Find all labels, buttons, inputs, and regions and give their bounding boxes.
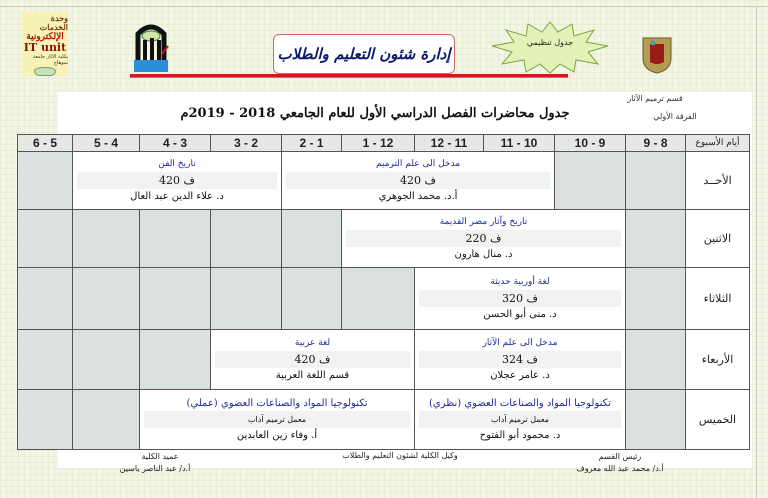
- it-logo-line1: وحدة الخدمات: [39, 13, 68, 32]
- right-border-line: [756, 6, 757, 498]
- department-label: قسم ترميم الآثار: [627, 94, 683, 103]
- empty-slot: [625, 151, 686, 210]
- vice-dean-title: وكيل الكلية لشئون التعليم والطلاب: [342, 451, 458, 460]
- course-room: ف 420: [286, 172, 550, 189]
- empty-slot: [17, 151, 73, 210]
- course-teacher: د. منال هارون: [454, 248, 513, 260]
- dean-name: أ.د/ عبد الناصر ياسين: [119, 464, 191, 473]
- page-title-box: [273, 34, 455, 74]
- day-thursday: الخميس: [685, 389, 750, 450]
- person-photo-icon: [34, 67, 56, 76]
- empty-slot: [554, 151, 626, 210]
- top-border-line: [0, 6, 768, 7]
- course-room: ف 420: [77, 172, 277, 189]
- header-period-10-9: 10 - 9: [554, 134, 626, 152]
- schedule-table: [18, 135, 750, 450]
- schedule-title: جدول محاضرات الفصل الدراسي الأول للعام الجامعي 2018 - 2019م: [180, 106, 570, 121]
- it-logo-line2: الإلكترونية: [26, 32, 64, 42]
- empty-slot: [17, 267, 73, 330]
- day-wednesday: الأربعاء: [685, 329, 750, 390]
- empty-slot: [17, 329, 73, 390]
- header-period-3-2: 3 - 2: [210, 134, 282, 152]
- header-period-9-8: 9 - 8: [625, 134, 686, 152]
- course-wed-arabic[interactable]: [210, 329, 415, 390]
- header-period-4-3: 4 - 3: [139, 134, 211, 152]
- course-name: لغة أوربية حديثة: [490, 276, 550, 287]
- course-teacher: أ. وفاء زين العابدين: [236, 429, 318, 441]
- day-tuesday: الثلاثاء: [685, 267, 750, 330]
- empty-slot: [72, 389, 140, 450]
- empty-slot: [625, 389, 686, 450]
- empty-slot: [625, 329, 686, 390]
- course-room: ف 320: [419, 290, 621, 307]
- empty-slot: [281, 209, 342, 268]
- header-period-11-10: 11 - 10: [483, 134, 555, 152]
- header-period-12-11: 12 - 11: [414, 134, 484, 152]
- course-teacher: د. عامر عجلان: [490, 369, 550, 381]
- course-sun-art-history[interactable]: [72, 151, 282, 210]
- course-sun-intro-restoration[interactable]: [281, 151, 555, 210]
- empty-slot: [139, 209, 211, 268]
- header-red-rule: [130, 74, 568, 78]
- empty-slot: [625, 267, 686, 330]
- header-period-2-1: 2 - 1: [281, 134, 342, 152]
- header-period-1-12: 1 - 12: [341, 134, 415, 152]
- faculty-logo-icon: [130, 20, 172, 74]
- day-monday: الاثنين: [685, 209, 750, 268]
- it-logo-line4: بكلية الآثار جامعة سوهاج: [32, 54, 68, 66]
- starburst-badge-icon: [490, 20, 610, 74]
- empty-slot: [210, 209, 282, 268]
- header-period-6-5: 6 - 5: [17, 134, 73, 152]
- it-unit-logo: [22, 12, 68, 76]
- course-name: لغة عربية: [294, 337, 331, 348]
- day-sunday: الأحــد: [685, 151, 750, 210]
- course-wed-intro-archaeology[interactable]: [414, 329, 626, 390]
- empty-slot: [72, 209, 140, 268]
- course-teacher: د. محمود أبو الفتوح: [479, 429, 561, 441]
- page-title: إدارة شئون التعليم والطلاب: [277, 45, 451, 63]
- course-teacher: د. منى أبو الحسن: [483, 308, 557, 320]
- empty-slot: [72, 267, 140, 330]
- course-teacher: قسم اللغة العربية: [275, 369, 350, 381]
- course-thu-materials-theory[interactable]: [414, 389, 626, 450]
- empty-slot: [17, 209, 73, 268]
- course-room: معمل ترميم آداب: [419, 411, 621, 428]
- head-of-dept-name: أ.د/ محمد عبد الله معروف: [576, 464, 664, 473]
- empty-slot: [625, 209, 686, 268]
- course-room: ف 220: [346, 230, 621, 247]
- head-of-dept-title: رئيس القسم: [598, 452, 642, 461]
- university-logo-icon: [640, 34, 674, 74]
- empty-slot: [341, 267, 415, 330]
- dean-title: عميد الكلية: [141, 452, 179, 461]
- empty-slot: [139, 329, 211, 390]
- course-mon-egypt-history[interactable]: [341, 209, 626, 268]
- course-name: تكنولوجيا المواد والصناعات العضوي (نظري): [429, 397, 611, 409]
- header-days: أيام الأسبوع: [685, 134, 750, 152]
- course-room: معمل ترميم آداب: [144, 411, 410, 428]
- year-level-label: الفرقة الأولي: [653, 112, 697, 121]
- course-name: مدخل الى علم الآثار: [482, 337, 558, 348]
- header-period-5-4: 5 - 4: [72, 134, 140, 152]
- course-name: تكنولوجيا المواد والصناعات العضوي (عملي): [186, 397, 368, 409]
- course-name: تاريخ وآثار مصر القديمة: [439, 216, 528, 227]
- course-room: ف 420: [215, 351, 410, 368]
- course-teacher: أ.د. محمد الجوهري: [378, 190, 458, 202]
- course-teacher: د. علاء الدين عبد العال: [130, 190, 224, 202]
- course-room: ف 324: [419, 351, 621, 368]
- course-tue-european-language[interactable]: [414, 267, 626, 330]
- empty-slot: [17, 389, 73, 450]
- it-logo-line3: IT unit: [23, 41, 67, 54]
- empty-slot: [281, 267, 342, 330]
- empty-slot: [210, 267, 282, 330]
- empty-slot: [72, 329, 140, 390]
- badge-label: جدول تنظيمي: [526, 38, 574, 47]
- course-thu-materials-practical[interactable]: [139, 389, 415, 450]
- empty-slot: [139, 267, 211, 330]
- course-name: تاريخ الفن: [158, 158, 196, 169]
- course-name: مدخل الى علم الترميم: [375, 158, 461, 169]
